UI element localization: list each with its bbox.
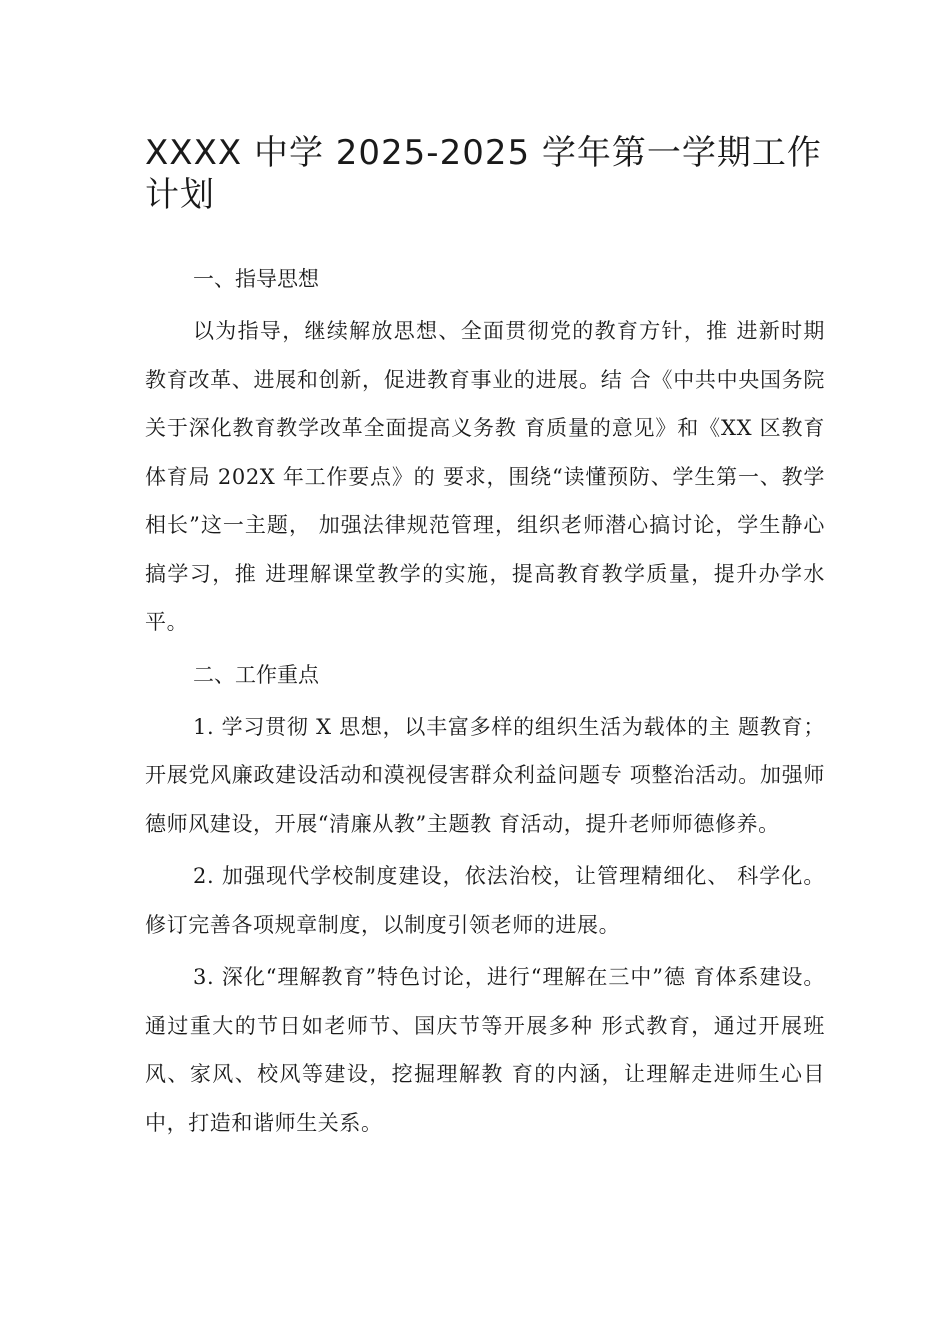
document-title: XXXX 中学 2025-2025 学年第一学期工作计划	[145, 133, 822, 215]
document-body	[145, 255, 825, 1147]
paragraph-focus-item-1: 1. 学习贯彻 X 思想，以丰富多样的组织生活为载体的主 题教育；开展党风廉政建设活动和漠视侵害群众利益问题专 项整治活动。加强师德师风建设，开展“清廉从教”主题教 育活动，提升老师师德修养。	[145, 714, 825, 836]
paragraph-focus-item-2: 2. 加强现代学校制度建设，依法治校，让管理精细化、 科学化。修订完善各项规章制度，以制度引领老师的进展。	[145, 864, 825, 937]
paragraph-focus-item-3: 3. 深化“理解教育”特色讨论，进行“理解在三中”德 育体系建设。通过重大的节日如老师节、国庆节等开展多种 形式教育，通过开展班风、家风、校风等建设，挖掘理解教 育的内涵，让理解走进师生心目中，打造和谐师生关系。	[145, 965, 825, 1135]
section-heading-guiding-thought: 一、指导思想	[193, 267, 319, 291]
paragraph-guiding-thought: 以为指导，继续解放思想、全面贯彻党的教育方针，推 进新时期教育改革、进展和创新，促进教育事业的进展。结 合《中共中央国务院关于深化教育教学改革全面提高义务教 育质量的意见》和《XX 区教育体育局 202X 年工作要点》的 要求，围绕“读懂预防、学生第一、教学相长”这一主题， 加强法律规范管理，组织老师潜心搞讨论，学生静心搞学习，推 进理解课堂教学的实施，提高教育教学质量，提升办学水平。	[145, 319, 825, 634]
section-heading-work-focus: 二、工作重点	[193, 662, 319, 687]
